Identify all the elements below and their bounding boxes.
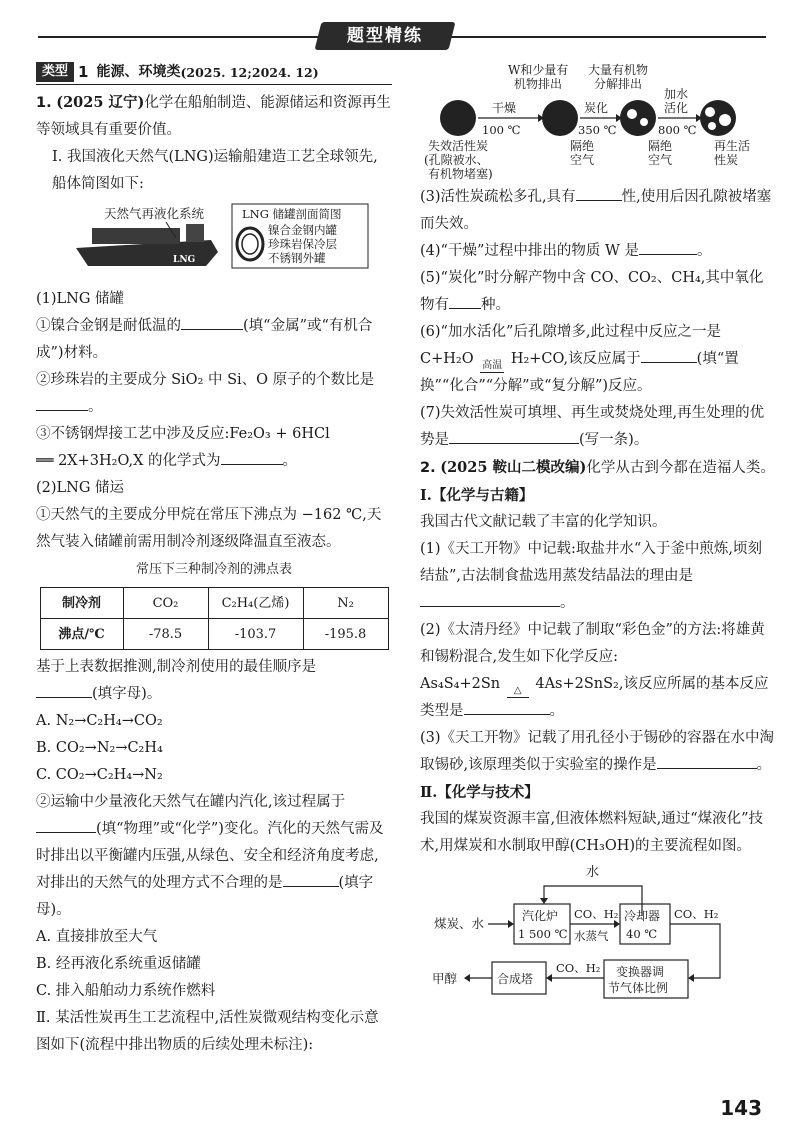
category-number: 1 — [78, 62, 89, 81]
q1-s4-end: 。 — [697, 243, 712, 259]
q1-s7-end: (写一条)。 — [579, 432, 649, 448]
table-caption: 常压下三种制冷剂的沸点表 — [135, 562, 292, 577]
shifter-label-2: 节气体比例 — [608, 981, 669, 995]
table-cell: -195.8 — [303, 619, 388, 650]
label-spent-carbon-3: 有机物堵塞) — [428, 167, 493, 181]
answer-blank[interactable] — [181, 313, 243, 330]
q2-number: 2. — [420, 460, 436, 476]
q1-s2-q2-text: ②运输中少量液化天然气在罐内汽化,该过程属于 — [36, 794, 346, 810]
label-no-air-2: 隔绝 — [648, 139, 673, 153]
tank-inner-ring — [242, 234, 258, 254]
q1-s5 — [420, 265, 776, 319]
ship-diagram — [36, 200, 392, 280]
option2-c[interactable]: C. 排入船舶动力系统作燃料 — [36, 983, 216, 999]
q1-s1-q1 — [36, 313, 392, 367]
q1-s1-q1-text-2: (填“金属”或“有机合成”)材料。 — [36, 318, 373, 361]
label-regenerated-2: 性炭 — [714, 153, 739, 167]
answer-blank[interactable] — [657, 752, 757, 769]
arrow-head — [508, 920, 514, 928]
label-lng: LNG — [173, 255, 196, 265]
temp-activate: 800 ℃ — [658, 123, 697, 137]
page-number: 143 — [720, 1096, 762, 1120]
ship-illustration — [36, 200, 392, 280]
q1-s6-text-2: H₂+CO,该反应属于 — [510, 351, 641, 367]
q1-s2-q1-ask-text: 基于上表数据推测,制冷剂使用的最佳顺序是 — [36, 659, 317, 675]
carbon-particle-dried — [542, 100, 578, 136]
q1-s6 — [420, 319, 776, 400]
q1-s1-q1-text: ①镍合金钢是耐低温的 — [36, 318, 181, 334]
q1-s3-text: (3)活性炭疏松多孔,具有 — [420, 189, 576, 205]
q1-s2-q2-end: (填字母)。 — [36, 875, 374, 918]
answer-blank[interactable] — [449, 427, 579, 444]
option-a[interactable]: A. N₂→C₂H₄→CO₂ — [36, 713, 163, 729]
gasifier-label: 汽化炉 — [522, 909, 559, 923]
cooler-temp: 40 ℃ — [626, 927, 658, 941]
left-column — [36, 60, 392, 1059]
synthesis-label: 合成塔 — [497, 972, 534, 986]
q1-s1-q2-end: 。 — [88, 399, 103, 415]
header-title: 题型精练 — [347, 26, 423, 46]
methanol-flow-diagram — [420, 860, 776, 1010]
q2-part2-title: Ⅱ.【化学与技术】 — [420, 784, 539, 801]
q1-s4-text: (4)“干燥”过程中排出的物质 W 是 — [420, 243, 639, 259]
cooler-label: 冷却器 — [624, 909, 661, 923]
label-no-air-1b: 空气 — [570, 153, 595, 167]
q1-stem-text: 化学在船舶制造、能源储运和资源再生等领域具有重要价值。 — [36, 95, 391, 138]
q1-source: (2025 辽宁) — [56, 94, 145, 111]
q1-s3 — [420, 184, 776, 238]
q1-s1-q3 — [36, 421, 392, 475]
label-regenerated: 再生活 — [714, 139, 751, 153]
layer-outer-tank: 不锈钢外罐 — [268, 251, 326, 265]
q1-s7 — [420, 400, 776, 454]
q1-s2-q2 — [36, 789, 392, 924]
category-date: (2025. 12;2024. 12) — [180, 64, 319, 80]
equation-left: As₄S₄+2Sn — [420, 676, 501, 692]
q1-number: 1. — [36, 95, 52, 111]
coal-liquefaction-flow — [420, 860, 776, 1010]
q2-s3-text: (3)《天工开物》记载了用孔径小于锡砂的容器在水中淘取锡砂,该原理类似于实验室的操作是 — [420, 730, 775, 773]
flow-note-1b: 机物排出 — [514, 77, 563, 91]
table-row — [40, 588, 388, 619]
q1-part1-intro: Ⅰ. 我国液化天然气(LNG)运输船建造工艺全球领先,船体简图如下: — [52, 149, 378, 192]
flow-note-2b: 分解排出 — [594, 77, 643, 91]
answer-blank[interactable] — [576, 184, 622, 201]
gasifier-temp: 1 500 ℃ — [518, 927, 568, 941]
arrow-head — [614, 920, 620, 928]
label-no-air-2b: 空气 — [648, 153, 673, 167]
answer-blank[interactable] — [36, 816, 96, 833]
temp-carbonize: 350 ℃ — [578, 123, 617, 137]
q2-part1-intro: 我国古代文献记载了丰富的化学知识。 — [420, 514, 667, 530]
q2-s2-end: 。 — [549, 703, 564, 719]
table-header-cell: C₂H₄(乙烯) — [208, 588, 303, 619]
q2-part1-title: Ⅰ.【化学与古籍】 — [420, 487, 534, 504]
gas-label-1: CO、H₂ — [574, 907, 619, 921]
pore — [705, 107, 715, 117]
layer-insulation: 珍珠岩保冷层 — [268, 237, 337, 251]
answer-blank[interactable] — [639, 238, 697, 255]
step-dry: 干燥 — [492, 101, 517, 115]
label-spent-carbon: 失效活性炭 — [428, 139, 489, 153]
condition-high-temp: 高温 — [482, 360, 503, 371]
q1-s1-q2 — [36, 367, 392, 421]
q2-s1 — [420, 536, 776, 617]
category-tag: 类型 — [36, 62, 74, 82]
q2-s3 — [420, 725, 776, 779]
tank-box-title: LNG 储罐剖面简图 — [242, 207, 342, 221]
label-reliquefaction: 天然气再液化系统 — [104, 206, 205, 221]
ship-deck — [92, 228, 180, 244]
answer-blank[interactable] — [36, 394, 88, 411]
flow-note-2: 大量有机物 — [588, 63, 649, 77]
q1-s1-q3-end: 。 — [282, 453, 298, 469]
pore — [640, 118, 648, 126]
answer-blank[interactable] — [283, 870, 339, 887]
q1-s2-q2-text-2: (填“物理”或“化学”)变化。汽化的天然气需及时排出以平衡罐内压强,从绿色、安全和经济角度考虑,对排出的天然气的处理方式不合理的是 — [36, 821, 384, 891]
q2-part2-intro: 我国的煤炭资源丰富,但液体燃料短缺,通过“煤液化”技术,用煤炭和水制取甲醇(CH₃OH)的主要流程如图。 — [420, 811, 764, 854]
q1-s2-q1: ①天然气的主要成分甲烷在常压下沸点为 −162 ℃,天然气装入储罐前需用制冷剂逐级降温直至液态。 — [36, 507, 382, 550]
q2-s1-text: (1)《天工开物》中记载:取盐井水“入于釜中煎炼,顷刻结盐”,古法制食盐选用蒸发结晶法的理由是 — [420, 541, 762, 584]
pore — [708, 122, 716, 130]
carbon-particle-carbonized — [620, 100, 656, 136]
q2-s1-end: 。 — [560, 595, 575, 611]
pore — [719, 114, 731, 126]
layer-inner-tank: 镍合金钢内罐 — [268, 223, 337, 237]
line-to-shifter — [670, 924, 720, 978]
q2-s2 — [420, 617, 776, 725]
condition-heat: △ — [507, 685, 529, 698]
label-spent-carbon-2: (孔隙被水、 — [424, 153, 489, 167]
q1-s3-text-2: 性,使用后因孔隙被堵塞而失效。 — [420, 189, 772, 232]
product-label: 甲醇 — [432, 971, 458, 986]
answer-blank[interactable] — [420, 590, 560, 607]
table-cell: -78.5 — [123, 619, 208, 650]
steam-label: 水蒸气 — [574, 929, 609, 943]
answer-blank[interactable] — [641, 346, 697, 363]
carbon-regeneration-flow — [420, 60, 776, 182]
table-row — [40, 619, 388, 650]
category-name: 能源、环境类 — [96, 63, 181, 80]
q1-s1-q3-text: ③不锈钢焊接工艺中涉及反应:Fe₂O₃ + 6HCl — [36, 426, 330, 442]
label-no-air-1: 隔绝 — [570, 139, 595, 153]
option2-a[interactable]: A. 直接排放至大气 — [36, 929, 158, 945]
q2-s3-end: 。 — [756, 757, 772, 773]
q2-stem — [420, 454, 776, 482]
q1-s5-end: 种。 — [481, 297, 510, 313]
tank-outer-ring — [237, 228, 263, 260]
q1-stem — [36, 89, 392, 144]
q1-s5-text: (5)“炭化”时分解产物中含 CO、CO₂、CH₄,其中氧化物有 — [420, 270, 764, 313]
gas-label-2: CO、H₂ — [674, 907, 719, 921]
step-add-water: 加水 — [664, 87, 689, 101]
q1-s2-q1-ask — [36, 654, 392, 708]
q2-source: (2025 鞍山二模改编) — [440, 459, 587, 476]
q1-s6-text: (6)“加水活化”后孔隙增多,此过程中反应之一是 C+H₂O — [420, 324, 721, 367]
category-bar — [36, 60, 392, 85]
option2-b[interactable]: B. 经再液化系统重返储罐 — [36, 956, 201, 972]
gas-label-3: CO、H₂ — [556, 961, 601, 975]
q1-part2-intro: Ⅱ. 某活性炭再生工艺流程中,活性炭微观结构变化示意图如下(流程中排出物质的后续处理未标注): — [36, 1010, 379, 1053]
boiling-point-table — [40, 587, 389, 650]
q1-s1-title: (1)LNG 储罐 — [36, 291, 125, 307]
label-feed: 煤炭、水 — [434, 916, 485, 931]
arrow-head — [540, 898, 548, 904]
q1-s6-text-3: (填“置换”“化合”“分解”或“复分解”)反应。 — [420, 351, 739, 394]
option-b[interactable]: B. CO₂→N₂→C₂H₄ — [36, 740, 163, 756]
carbon-flow-diagram — [420, 60, 776, 182]
q1-s1-q2-text: ②珍珠岩的主要成分 SiO₂ 中 Si、O 原子的个数比是 — [36, 372, 375, 388]
step-carbonize: 炭化 — [584, 101, 609, 115]
flow-note-1: W和少量有 — [508, 63, 569, 77]
table-cell: -103.7 — [208, 619, 303, 650]
label-water: 水 — [586, 865, 600, 880]
answer-blank[interactable] — [221, 448, 283, 465]
table-cell: 沸点/℃ — [40, 619, 123, 650]
temp-dry: 100 ℃ — [482, 123, 521, 137]
carbon-particle-spent — [440, 100, 476, 136]
ship-bridge — [186, 224, 204, 242]
option-c[interactable]: C. CO₂→C₂H₄→N₂ — [36, 767, 163, 783]
q2-stem-text: 化学从古到今都在造福人类。 — [586, 460, 775, 476]
q1-s2-q1-ask-end: (填字母)。 — [92, 686, 162, 702]
q1-s2-title: (2)LNG 储运 — [36, 480, 125, 496]
q2-s2-text: (2)《太清丹经》中记载了制取“彩色金”的方法:将雄黄和锡粉混合,发生如下化学反应: — [420, 622, 765, 665]
arrow-head — [688, 974, 694, 982]
arrow-head — [464, 974, 470, 982]
q1-s4 — [420, 238, 776, 265]
arrow-head — [546, 974, 552, 982]
shifter-label: 变换器调 — [616, 965, 665, 979]
q1-s7-text: (7)失效活性炭可填埋、再生或焚烧处理,再生处理的优势是 — [420, 405, 765, 448]
table-header-cell: 制冷剂 — [40, 588, 123, 619]
answer-blank[interactable] — [449, 292, 481, 309]
answer-blank[interactable] — [464, 698, 550, 715]
table-header-cell: CO₂ — [123, 588, 208, 619]
equation-right: 4As+2SnS₂,该反应所属的基本反应类型是 — [420, 676, 769, 719]
right-column — [420, 60, 776, 1010]
table-header-cell: N₂ — [303, 588, 388, 619]
q1-s1-q3-eq: ══ 2X+3H₂O,X 的化学式为 — [36, 453, 221, 469]
pore — [627, 109, 637, 119]
answer-blank[interactable] — [36, 681, 92, 698]
step-activate: 活化 — [664, 101, 689, 115]
